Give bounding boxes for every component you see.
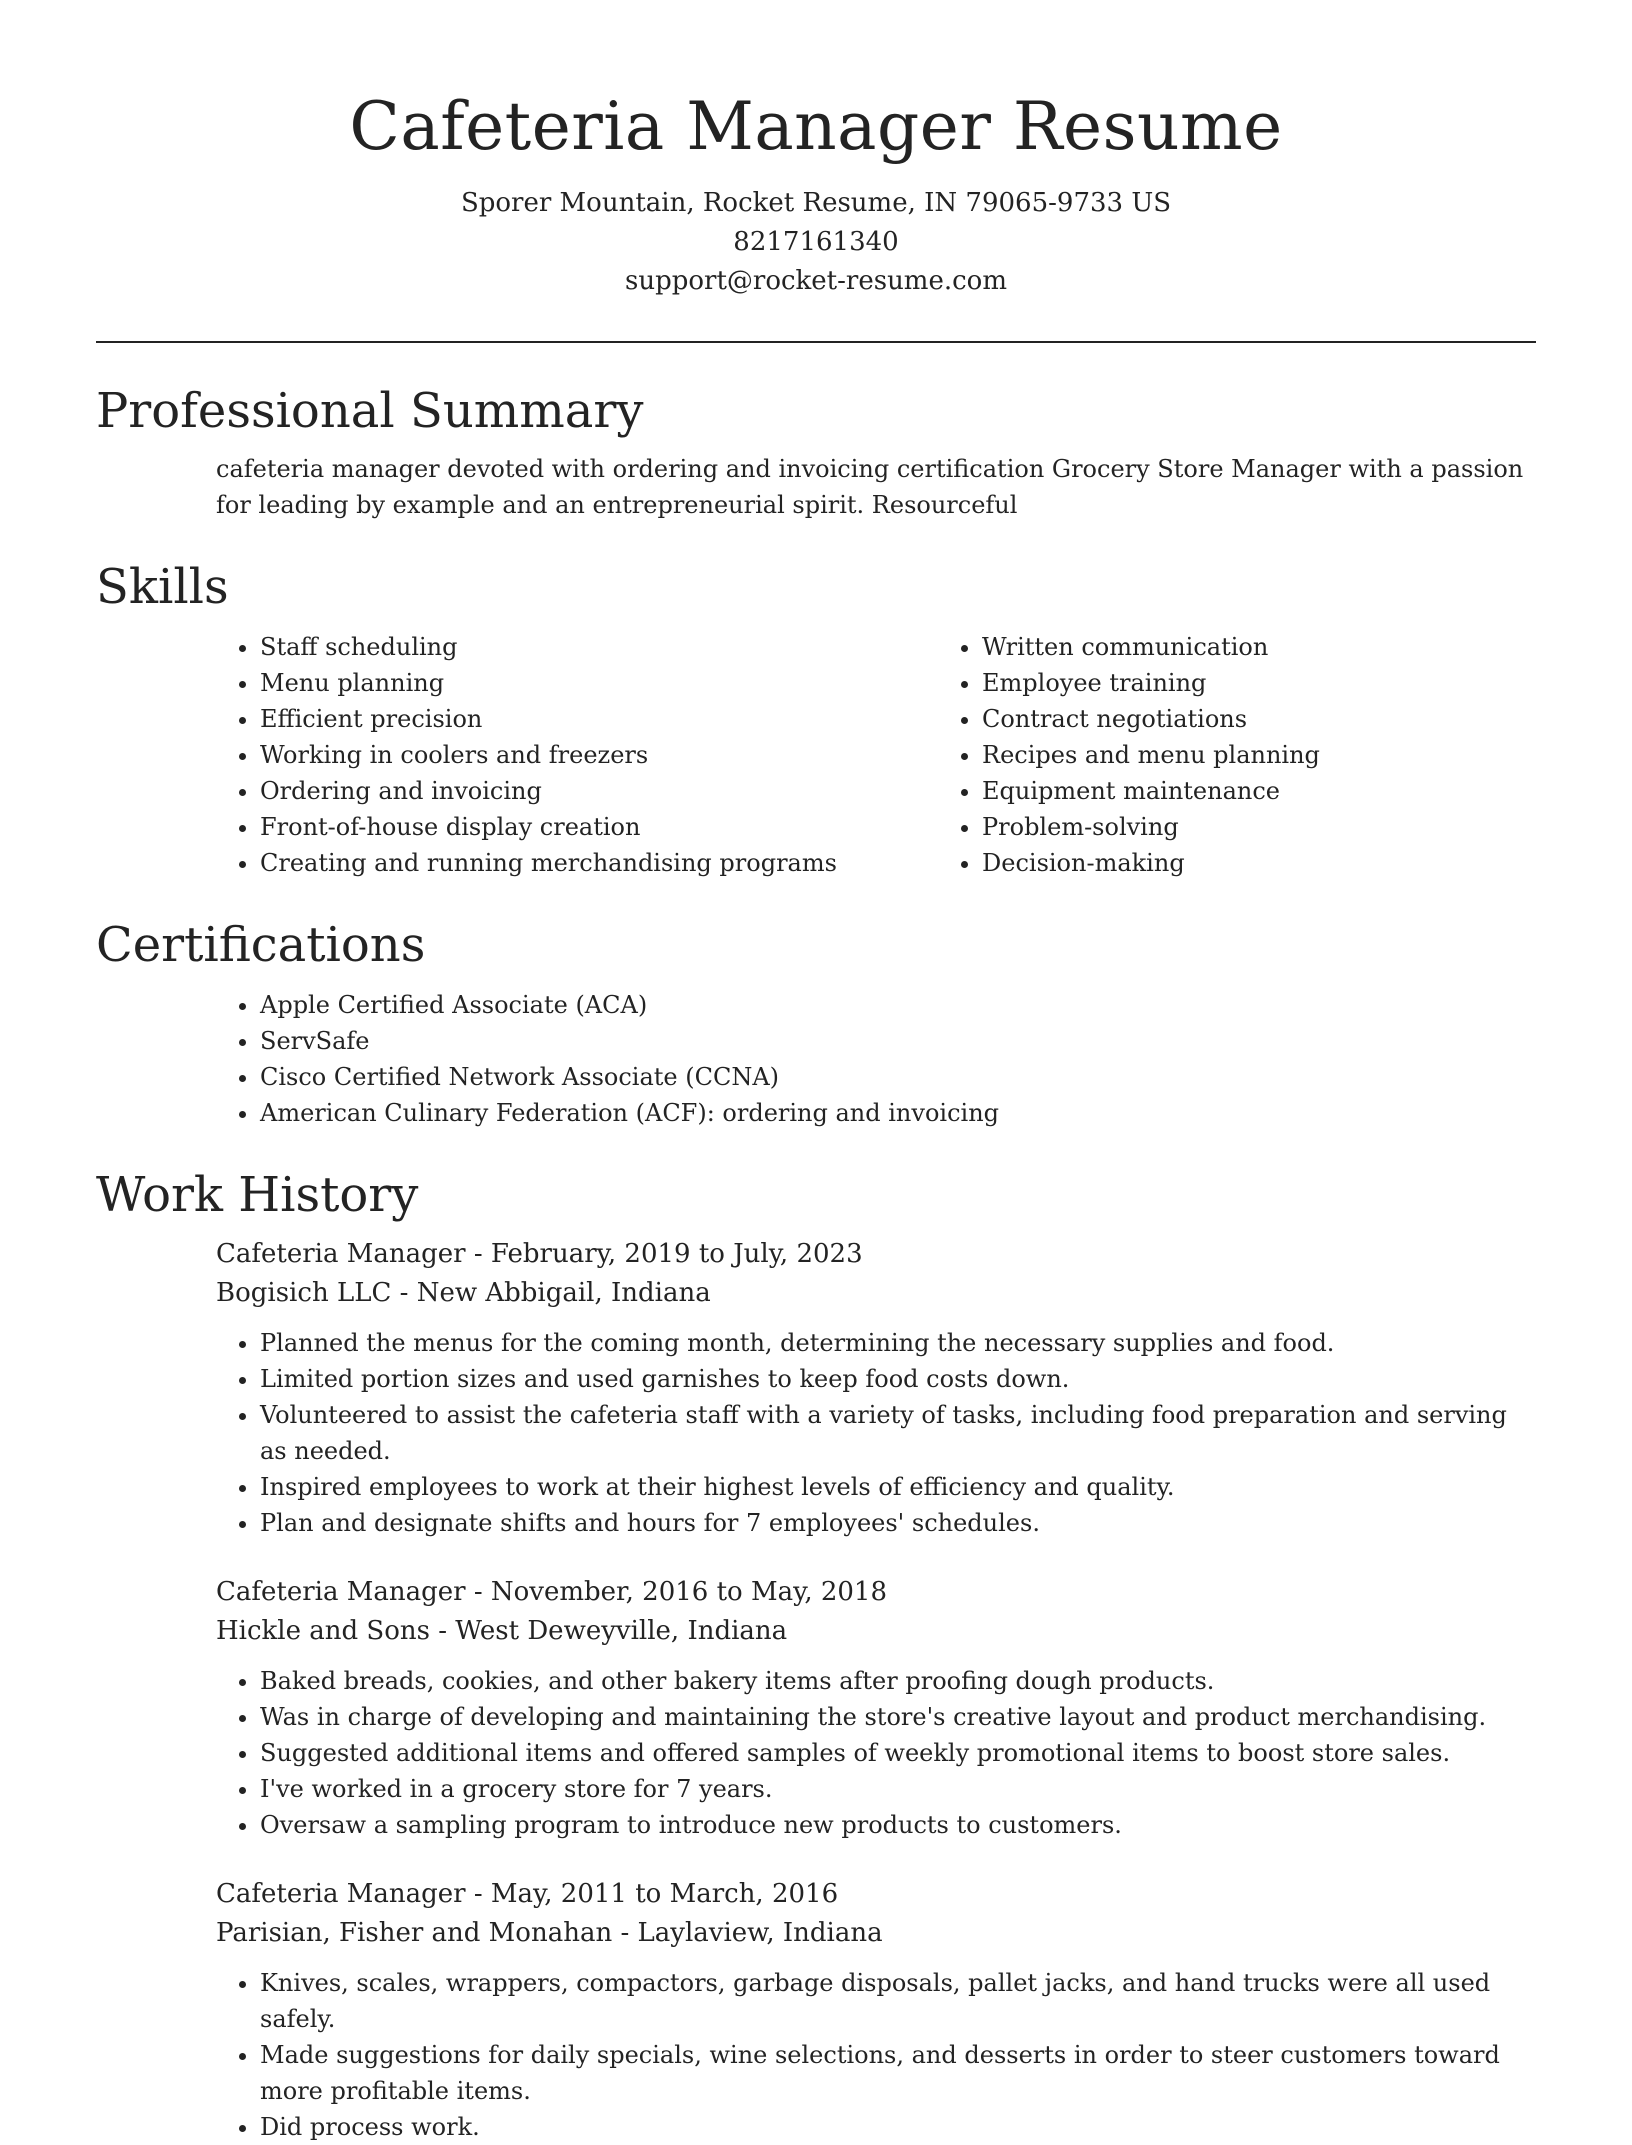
- job-entry: [96, 1573, 1536, 1843]
- contact-info: [0, 184, 1632, 301]
- resume-header: [0, 0, 1632, 301]
- skills-list-left: [96, 629, 910, 881]
- skill-item: • Employee training: [982, 665, 1320, 701]
- job-bullets: [96, 1325, 1536, 1541]
- email: support@rocket-resume.com: [624, 266, 1007, 296]
- work-history-section: [96, 1165, 1536, 2145]
- skill-item: • Ordering and invoicing: [260, 773, 910, 809]
- phone: 8217161340: [733, 227, 899, 257]
- job-bullet: • Volunteered to assist the cafeteria staff with a variety of tasks, including food preparation and serving as needed.: [260, 1397, 1536, 1469]
- skill-item: • Staff scheduling: [260, 629, 910, 665]
- skill-item: • Efficient precision: [260, 701, 910, 737]
- job-bullet: • Suggested additional items and offered samples of weekly promotional items to boost store sales.: [260, 1735, 1536, 1771]
- job-company: Bogisich LLC - New Abbigail, Indiana: [216, 1278, 711, 1308]
- job-bullets: [96, 1663, 1536, 1843]
- address: Sporer Mountain, Rocket Resume, IN 79065-9733 US: [460, 188, 1172, 218]
- skill-item: • Written communication: [982, 629, 1320, 665]
- job-title: Cafeteria Manager - May, 2011 to March, 2016: [216, 1879, 839, 1909]
- skill-item: • Decision-making: [982, 845, 1320, 881]
- skill-item: • Front-of-house display creation: [260, 809, 910, 845]
- job-bullet: • Was in charge of developing and maintaining the store's creative layout and product merchandising.: [260, 1699, 1536, 1735]
- certification-item: • ServSafe: [260, 1023, 1536, 1059]
- certifications-list: [96, 987, 1536, 1131]
- skill-item: • Problem-solving: [982, 809, 1320, 845]
- certification-item: • American Culinary Federation (ACF): ordering and invoicing: [260, 1095, 1536, 1131]
- job-bullet: • I've worked in a grocery store for 7 years.: [260, 1771, 1536, 1807]
- header-divider: [96, 341, 1536, 343]
- skill-item: • Contract negotiations: [982, 701, 1320, 737]
- summary-section: [96, 381, 1536, 523]
- skills-heading: Skills: [96, 559, 229, 615]
- job-bullet: • Did process work.: [260, 2109, 1536, 2145]
- certification-item: • Cisco Certified Network Associate (CCNA): [260, 1059, 1536, 1095]
- job-title: Cafeteria Manager - February, 2019 to July, 2023: [216, 1239, 863, 1269]
- certifications-section: [96, 915, 1536, 1131]
- skills-list-right: [960, 629, 1320, 881]
- skill-item: • Equipment maintenance: [982, 773, 1320, 809]
- resume-title: Cafeteria Manager Resume: [349, 88, 1283, 165]
- job-bullet: • Inspired employees to work at their highest levels of efficiency and quality.: [260, 1469, 1536, 1505]
- job-bullet: • Oversaw a sampling program to introduce new products to customers.: [260, 1807, 1536, 1843]
- certifications-heading: Certifications: [96, 917, 426, 973]
- skills-columns: [96, 629, 1536, 881]
- job-company: Hickle and Sons - West Deweyville, Indiana: [216, 1616, 788, 1646]
- skills-section: [96, 557, 1536, 881]
- job-bullet: • Limited portion sizes and used garnishes to keep food costs down.: [260, 1361, 1536, 1397]
- skill-item: • Recipes and menu planning: [982, 737, 1320, 773]
- skill-item: • Working in coolers and freezers: [260, 737, 910, 773]
- certification-item: • Apple Certified Associate (ACA): [260, 987, 1536, 1023]
- work-history-heading: Work History: [96, 1167, 419, 1223]
- summary-heading: Professional Summary: [96, 383, 644, 439]
- skill-item: • Menu planning: [260, 665, 910, 701]
- job-bullets: [96, 1965, 1536, 2145]
- job-entry: [96, 1875, 1536, 2145]
- job-bullet: • Plan and designate shifts and hours for 7 employees' schedules.: [260, 1505, 1536, 1541]
- skill-item: • Creating and running merchandising programs: [260, 845, 910, 881]
- job-bullet: • Planned the menus for the coming month, determining the necessary supplies and food.: [260, 1325, 1536, 1361]
- job-bullet: • Made suggestions for daily specials, wine selections, and desserts in order to steer customers toward more profitable items.: [260, 2037, 1536, 2109]
- job-bullet: • Knives, scales, wrappers, compactors, garbage disposals, pallet jacks, and hand trucks were all used safely.: [260, 1965, 1536, 2037]
- job-bullet: • Baked breads, cookies, and other bakery items after proofing dough products.: [260, 1663, 1536, 1699]
- job-company: Parisian, Fisher and Monahan - Laylaview, Indiana: [216, 1918, 883, 1948]
- job-title: Cafeteria Manager - November, 2016 to May, 2018: [216, 1577, 888, 1607]
- summary-text: cafeteria manager devoted with ordering and invoicing certification Grocery Store Manager with a passion for leading by example and an entrepreneurial spirit. Resourceful: [216, 455, 1524, 519]
- job-entry: [96, 1235, 1536, 1541]
